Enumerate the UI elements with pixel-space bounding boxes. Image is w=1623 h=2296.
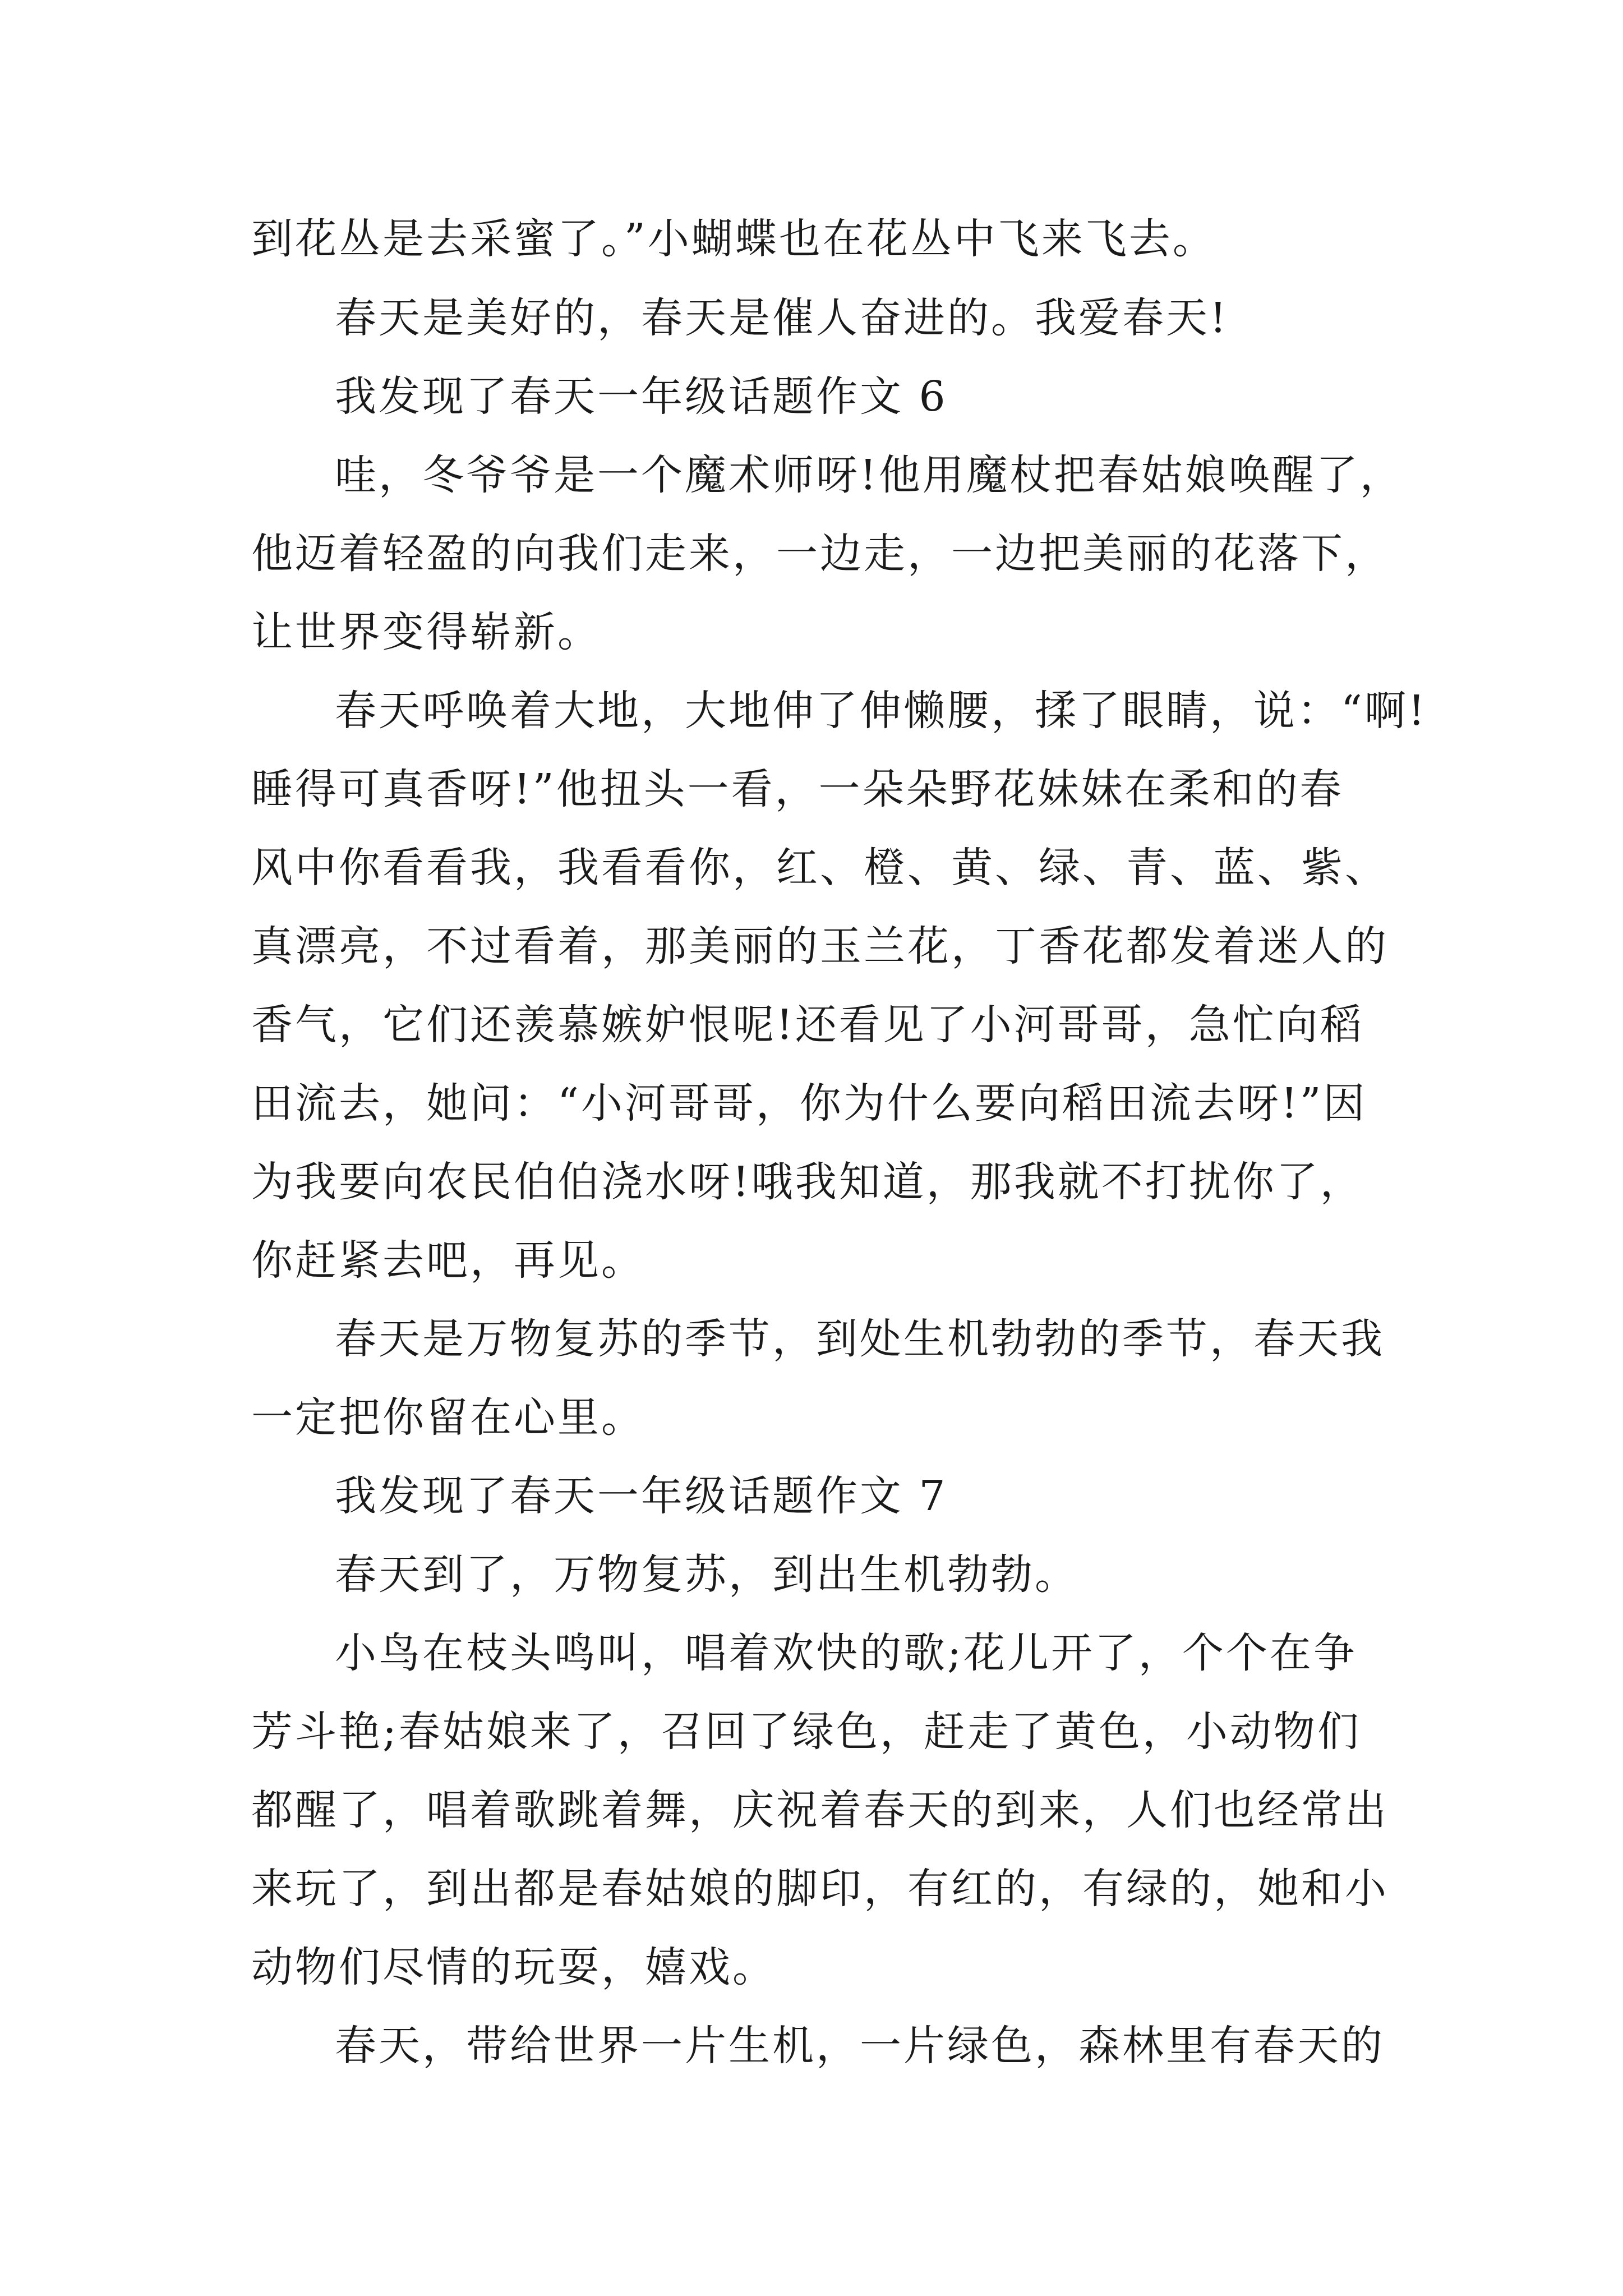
text-line: 春天，带给世界一片生机，一片绿色，森林里有春天的 — [335, 2022, 1385, 2070]
text-line: 小鸟在枝头鸣叫，唱着欢快的歌;花儿开了，个个在争 — [335, 1629, 1357, 1677]
text-line: 风中你看看我，我看看你，红、橙、黄、绿、青、蓝、紫、 — [251, 844, 1389, 892]
text-line: 都醒了，唱着歌跳着舞，庆祝着春天的到来，人们也经常出 — [251, 1786, 1389, 1834]
text-line: 你赶紧去吧，再见。 — [251, 1236, 645, 1285]
section-heading: 我发现了春天一年级话题作文 7 — [335, 1472, 948, 1520]
text-line: 到花丛是去采蜜了。”小蝴蝶也在花丛中飞来飞去。 — [251, 215, 1216, 263]
text-line: 动物们尽情的玩耍，嬉戏。 — [251, 1943, 776, 1991]
text-line: 他迈着轻盈的向我们走来，一边走，一边把美丽的花落下， — [251, 530, 1389, 578]
text-line: 春天呼唤着大地，大地伸了伸懒腰，揉了眼睛，说：“啊! — [335, 687, 1427, 735]
text-line: 真漂亮，不过看着，那美丽的玉兰花，丁香花都发着迷人的 — [251, 922, 1389, 970]
text-line: 香气，它们还羡慕嫉妒恨呢!还看见了小河哥哥，急忙向稻 — [251, 1001, 1364, 1049]
text-line: 让世界变得崭新。 — [251, 608, 601, 656]
text-line: 田流去，她问：“小河哥哥，你为什么要向稻田流去呀!”因 — [251, 1079, 1367, 1128]
text-line: 一定把你留在心里。 — [251, 1393, 645, 1442]
text-line: 春天到了，万物复苏，到出生机勃勃。 — [335, 1550, 1078, 1599]
text-line: 芳斗艳;春姑娘来了，召回了绿色，赶走了黄色，小动物们 — [251, 1708, 1361, 1756]
text-line: 哇，冬爷爷是一个魔术师呀!他用魔杖把春姑娘唤醒了， — [335, 451, 1404, 499]
text-line: 春天是万物复苏的季节，到处生机勃勃的季节，春天我 — [335, 1315, 1385, 1363]
text-line: 为我要向农民伯伯浇水呀!哦我知道，那我就不打扰你了， — [251, 1158, 1364, 1206]
text-line: 春天是美好的，春天是催人奋进的。我爱春天! — [335, 294, 1229, 342]
text-line: 睡得可真香呀!”他扭头一看，一朵朵野花妹妹在柔和的春 — [251, 765, 1344, 813]
text-line: 来玩了，到出都是春姑娘的脚印，有红的，有绿的，她和小 — [251, 1865, 1389, 1913]
section-heading: 我发现了春天一年级话题作文 6 — [335, 372, 948, 421]
